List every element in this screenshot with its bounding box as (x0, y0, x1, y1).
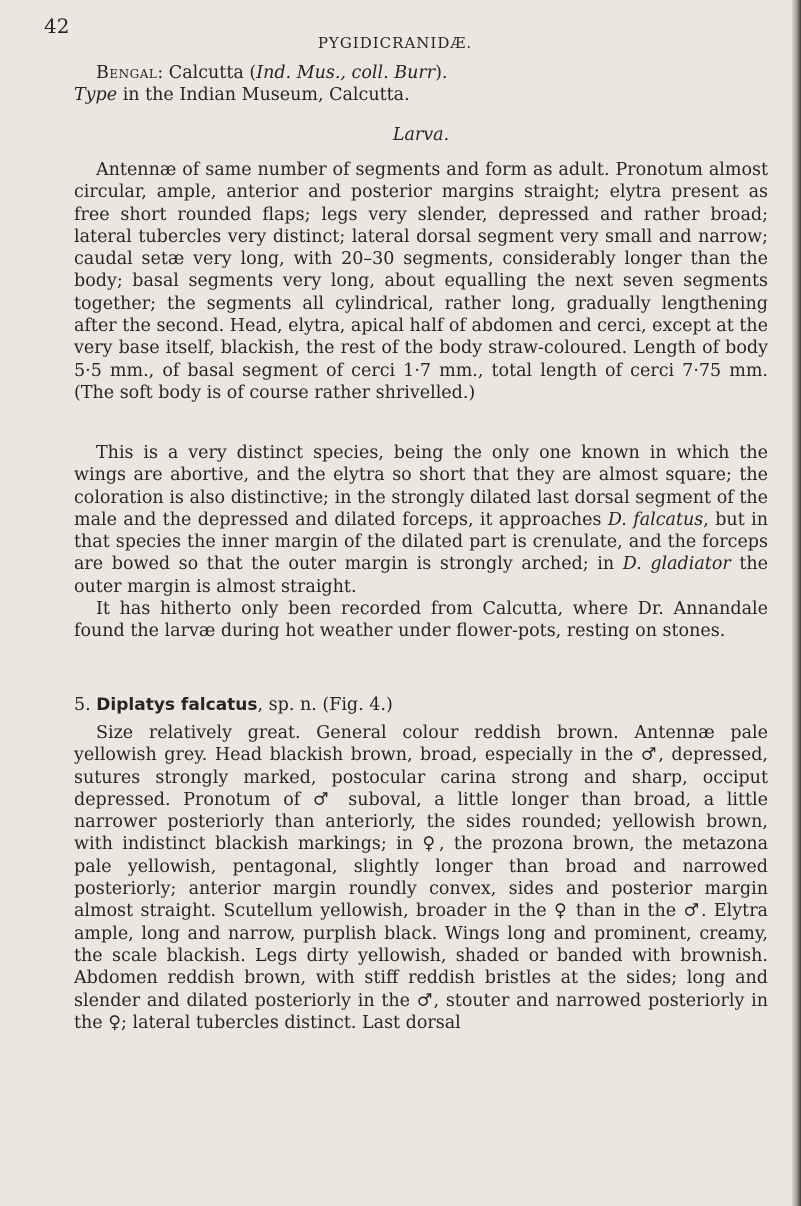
type-text: in the Indian Museum, Calcutta. (117, 85, 410, 106)
locality-text-b: ). (435, 63, 448, 83)
page-number: 42 (44, 14, 70, 38)
remarks-text-b: , but in that species the inner margin of the dilated part is crenulate, and the forceps are bowed so that the outer margin is strongly arched; in (74, 509, 768, 575)
type-word: Type (74, 85, 118, 106)
species-number: 5. (74, 695, 91, 715)
page-edge (792, 0, 801, 1206)
locality-region: Bengal (96, 63, 158, 83)
running-head: PYGIDICRANIDÆ. (317, 34, 473, 52)
larva-heading: Larva. (392, 125, 450, 145)
species-heading (74, 694, 768, 716)
species-heading-line (74, 694, 768, 716)
larva-paragraph: Antennæ of same number of segments and form as adult. Pronotum almost circular, ample, anterior and posterior margins straight; elytra present as free short rounded flaps; legs very slender, depressed and rather broad; lateral tubercles very distinct; lateral dorsal segment very small and narrow; caudal setæ very long, with 20–30 segments, considerably longer than the body; basal segments very long, about equalling the next seven segments together; the segments all cylindrical, rather long, gradually lengthening after the second. Head, elytra, apical half of abdomen and cerci, except at the very base itself, blackish, the rest of the body straw-coloured. Length of body 5·5 mm., of basal segment of cerci 1·7 mm., total length of cerci 7·75 mm. (The soft body is of course rather shrivelled.) (74, 160, 768, 403)
remarks-text-a: This is a very distinct species, being the only one known in which the wings are abortive, and the elytra so short that they are almost square; the coloration is also distinctive; in the strongly dilated last dorsal segment of the male and the depressed and dilated forceps, it approaches (74, 443, 768, 530)
species-ref-gladiator: D. gladiator (622, 554, 731, 575)
species-ref-falcatus: D. falcatus (607, 509, 704, 530)
remarks-section (74, 442, 768, 643)
description-paragraph: Size relatively great. General colour reddish brown. Antennæ pale yellowish grey. Head blackish brown, broad, especially in the ♂, depressed, sutures strongly marked, postocular carina strong and sharp, occiput depressed. Pronotum of ♂ suboval, a little longer than broad, a little narrower posteriorly than anteriorly, the sides rounded; yellowish brown, with indistinct blackish markings; in ♀, the prozona brown, the metazona pale yellowish, pentagonal, slightly longer than broad and narrowed posteriorly; anterior margin roundly convex, sides and posterior margin almost straight. Scutellum yellowish, broader in the ♀ than in the ♂. Elytra ample, long and narrow, purplish black. Wings long and prominent, creamy, the scale blackish. Legs dirty yellowish, shaded or banded with brownish. Abdomen reddish brown, with stiff reddish bristles at the sides; long and slender and dilated posteriorly in the ♂, stouter and narrowed posteriorly in the ♀; lateral tubercles distinct. Last dorsal (74, 723, 768, 1033)
locality-block (74, 62, 768, 107)
locality-paragraph (74, 62, 768, 84)
species-name: Diplatys falcatus (96, 695, 258, 715)
distribution-paragraph: It has hitherto only been recorded from Calcutta, where Dr. Annandale found the larvæ during hot weather under flower-pots, resting on stones. (74, 599, 768, 642)
type-paragraph (74, 84, 768, 106)
locality-ref: Ind. Mus., coll. Burr (256, 63, 436, 83)
larva-section (74, 159, 768, 404)
remarks-text-c: the outer margin is almost straight. (74, 554, 769, 597)
description-section (74, 722, 768, 1034)
locality-text-a: : Calcutta ( (157, 63, 257, 83)
remarks-paragraph (74, 442, 768, 598)
species-heading-rest: , sp. n. (Fig. 4.) (257, 695, 393, 715)
